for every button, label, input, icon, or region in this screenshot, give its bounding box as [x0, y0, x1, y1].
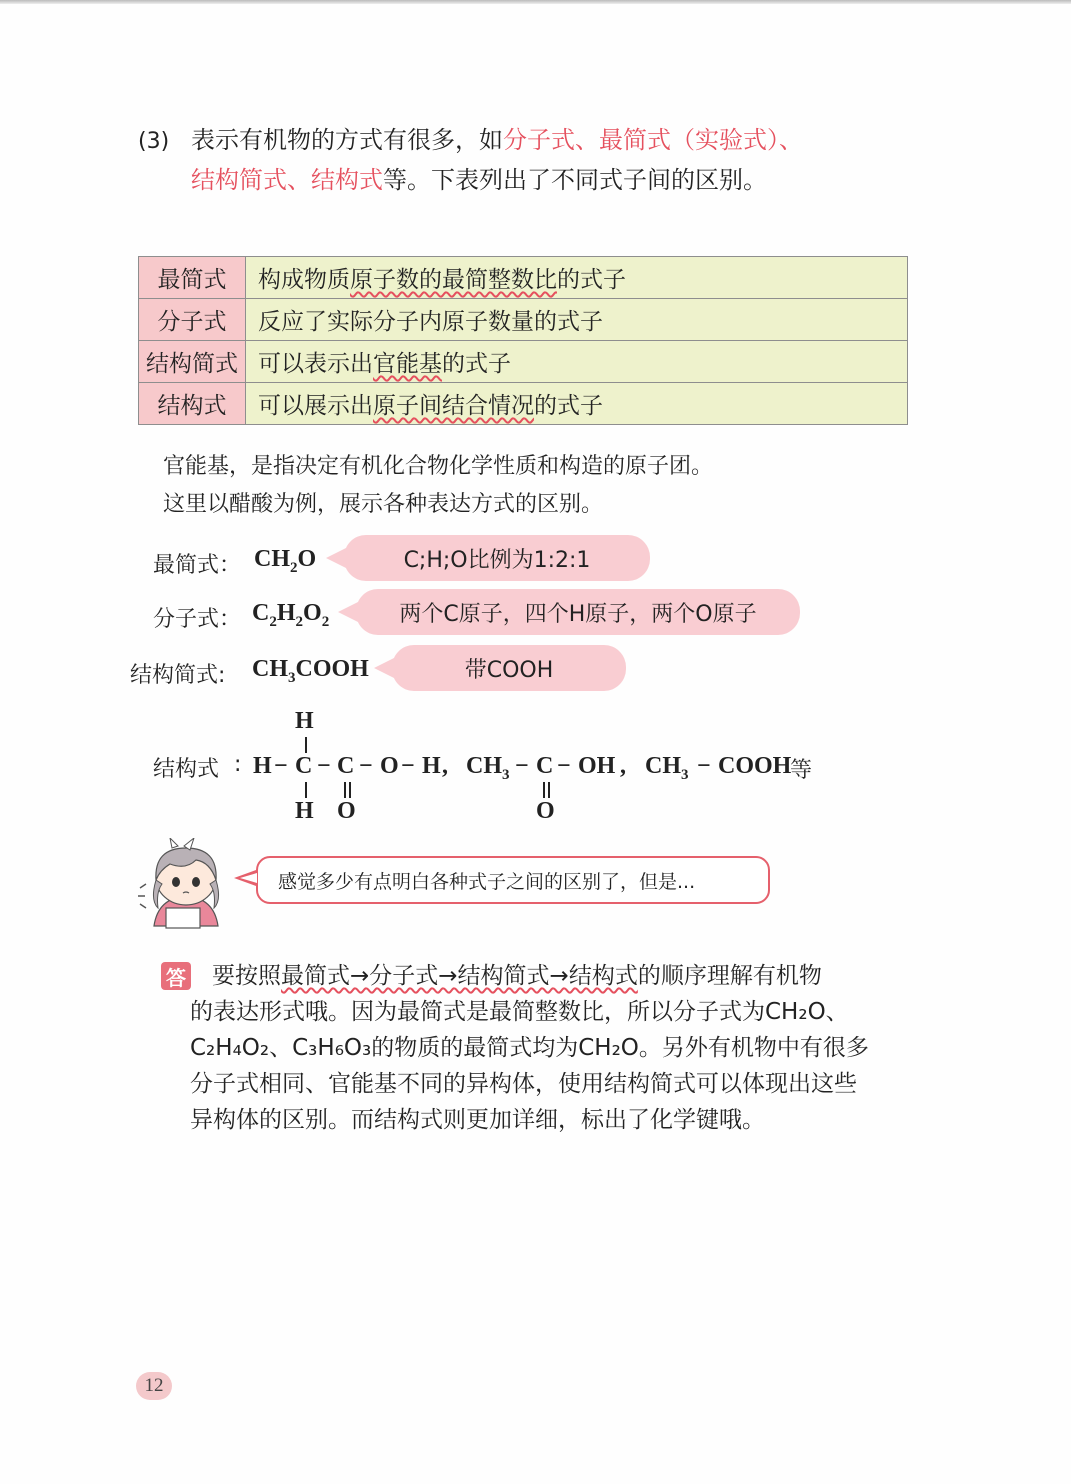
molecular-note-bubble: 两个C原子，四个H原子，两个O原子 [356, 589, 800, 635]
page-top-edge [0, 0, 1071, 4]
bond-single: − [515, 753, 529, 779]
atom-o: O [380, 753, 399, 779]
page-number: 12 [136, 1372, 172, 1400]
atom-o-bottom: O [536, 798, 555, 824]
row-description: 反应了实际分子内原子数量的式子 [246, 299, 908, 341]
simplest-note-bubble: C;H;O比例为1:2:1 [344, 535, 650, 581]
bond-double [543, 782, 545, 798]
bond-vertical [305, 737, 307, 753]
atom-c1: C [295, 753, 313, 779]
structural-formula-diagram [250, 700, 830, 835]
bond-single: − [274, 753, 288, 779]
separator: , [442, 753, 448, 779]
methyl-group: $CH_3$ [466, 753, 510, 783]
speech-text: 感觉多少有点明白各种式子之间的区别了，但是... [278, 870, 696, 893]
row-header: 最简式 [139, 257, 246, 299]
intro-line-1: 表示有机物的方式有很多，如分子式、最简式（实验式）、 [191, 126, 803, 154]
example-intro: 这里以醋酸为例，展示各种表达方式的区别。 [163, 492, 604, 517]
atom-c2: C [337, 753, 355, 779]
separator: , [620, 753, 626, 779]
answer-icon: 答 [161, 962, 191, 990]
simplest-formula: $CH_2O$ [254, 546, 317, 576]
bond-single: − [557, 753, 571, 779]
character-speech-bubble [256, 856, 770, 904]
methyl-group: $CH_3$ [645, 753, 689, 783]
bond-double [344, 782, 346, 798]
girl-character-illustration [136, 838, 236, 934]
bond-single: − [359, 753, 373, 779]
table-row [139, 299, 908, 341]
answer-line-3: C₂H₄O₂、C₃H₆O₃的物质的最简式均为CH₂O。另外有机物中有很多 [190, 1035, 869, 1061]
bond-vertical [305, 782, 307, 798]
answer-line-5: 异构体的区别。而结构式则更加详细，标出了化学键哦。 [190, 1107, 765, 1133]
row-header: 分子式 [139, 299, 246, 341]
table-row [139, 383, 908, 425]
answer-line-1: 要按照最简式→分子式→结构简式→结构式的顺序理解有机物 [212, 963, 822, 989]
atom-h-left: H [253, 753, 272, 779]
row-description: 可以表示出官能基的式子 [246, 341, 908, 383]
intro-line-2: 结构简式、结构式等。下表列出了不同式子间的区别。 [191, 166, 767, 194]
structural-formula-colon: : [234, 752, 242, 777]
formula-comparison-table [138, 256, 908, 425]
molecular-formula: $C_2H_2O_2$ [252, 600, 330, 630]
structural-formula-label: 结构式 [153, 757, 220, 782]
atom-h-top: H [295, 708, 314, 734]
bond-single: − [401, 753, 415, 779]
simplest-formula-label: 最简式： [153, 553, 242, 578]
bond-single: − [697, 753, 711, 779]
row-header: 结构式 [139, 383, 246, 425]
condensed-note-bubble: 带COOH [392, 645, 626, 691]
table-row [139, 341, 908, 383]
atom-h: H [422, 753, 441, 779]
etc-suffix: 等 [790, 758, 813, 783]
answer-line-2: 的表达形式哦。因为最简式是最简整数比，所以分子式为CH₂O、 [190, 999, 849, 1025]
row-description: 构成物质原子数的最简整数比的式子 [246, 257, 908, 299]
molecular-formula-label: 分子式： [153, 607, 242, 632]
atom-c: C [536, 753, 554, 779]
hydroxyl-group: OH [578, 753, 616, 779]
row-description: 可以展示出原子间结合情况的式子 [246, 383, 908, 425]
functional-group-definition: 官能基，是指决定有机化合物化学性质和构造的原子团。 [163, 454, 714, 479]
carboxyl-group: COOH [718, 753, 792, 779]
bond-single: − [317, 753, 331, 779]
row-header: 结构简式 [139, 341, 246, 383]
condensed-formula-label: 结构简式: [130, 663, 226, 688]
bond-double [548, 782, 550, 798]
atom-o-bottom: O [337, 798, 356, 824]
table-row [139, 257, 908, 299]
bond-double [349, 782, 351, 798]
condensed-formula: $CH_3COOH$ [252, 656, 369, 686]
item-number: (3) [138, 129, 170, 154]
speech-tail-inner [240, 873, 257, 883]
answer-line-4: 分子式相同、官能基不同的异构体，使用结构简式可以体现出这些 [190, 1071, 857, 1097]
atom-h-bottom: H [295, 798, 314, 824]
